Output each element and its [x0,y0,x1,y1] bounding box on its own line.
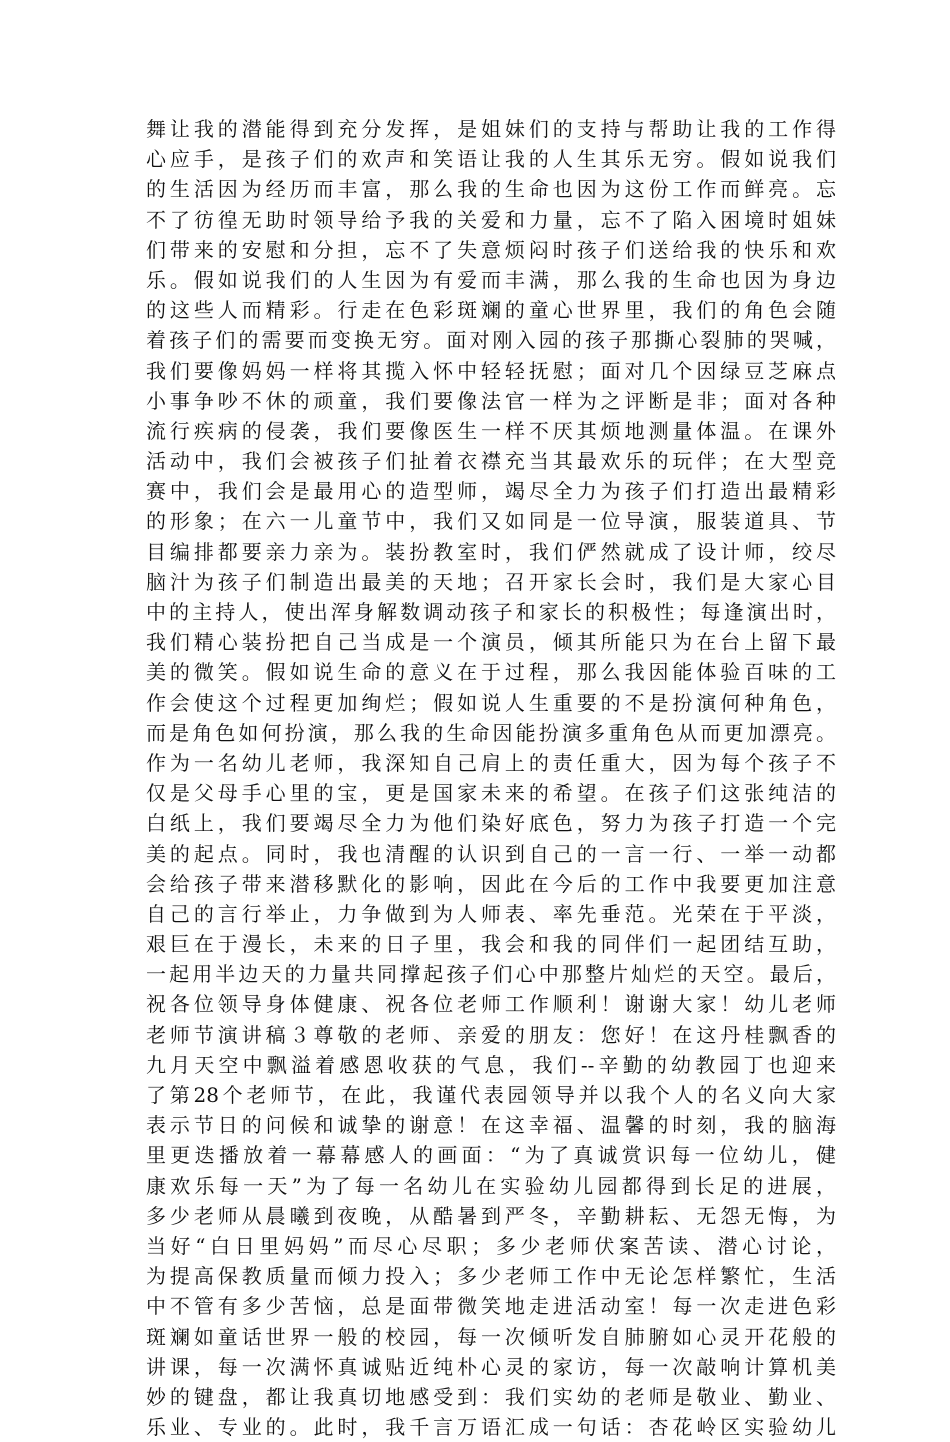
body-text [146,114,836,1442]
text-line: 着孩子们的需要而变换无穷。面对刚入园的孩子那撕心裂肺的哭喊， [146,328,836,353]
text-line: 老师节演讲稿３尊敬的老师、亲爱的朋友：您好！在这丹桂飘香的 [146,1022,836,1047]
text-line: 美的起点。同时，我也清醒的认识到自己的一言一行、一举一动都 [146,841,836,866]
text-line: 流行疾病的侵袭，我们要像医生一样不厌其烦地测量体温。在课外 [146,418,836,443]
text-line: 讲课，每一次满怀真诚贴近纯朴心灵的家访，每一次敲响计算机美 [146,1354,836,1379]
text-line: 活动中，我们会被孩子们扯着衣襟充当其最欢乐的玩伴；在大型竞 [146,449,836,474]
text-line: 中不管有多少苦恼，总是面带微笑地走进活动室！每一次走进色彩 [146,1294,836,1319]
text-line: 我们要像妈妈一样将其揽入怀中轻轻抚慰；面对几个因绿豆芝麻点 [146,358,836,383]
text-line: 们带来的安慰和分担，忘不了失意烦闷时孩子们送给我的快乐和欢 [146,237,836,262]
text-line: 一起用半边天的力量共同撑起孩子们心中那整片灿烂的天空。最后， [146,962,836,987]
text-line: 乐。假如说我们的人生因为有爱而丰满，那么我的生命也因为身边 [146,267,836,292]
text-line: 艰巨在于漫长，未来的日子里，我会和我的同伴们一起团结互助， [146,932,836,957]
text-line: 仅是父母手心里的宝，更是国家未来的希望。在孩子们这张纯洁的 [146,781,836,806]
text-line: 妙的键盘，都让我真切地感受到：我们实幼的老师是敬业、勤业、 [146,1384,836,1409]
text-line: 表示节日的问候和诚挚的谢意！在这幸福、温馨的时刻，我的脑海 [146,1113,836,1138]
text-line: 的生活因为经历而丰富，那么我的生命也因为这份工作而鲜亮。忘 [146,177,836,202]
text-line: 祝各位领导身体健康、祝各位老师工作顺利！谢谢大家！幼儿老师 [146,992,836,1017]
text-line: 美的微笑。假如说生命的意义在于过程，那么我因能体验百味的工 [146,660,836,685]
text-line: 而是角色如何扮演，那么我的生命因能扮演多重角色从而更加漂亮。 [146,720,836,745]
text-line: 小事争吵不休的顽童，我们要像法官一样为之评断是非；面对各种 [146,388,836,413]
text-line: 当好“白日里妈妈”而尽心尽职；多少老师伏案苦读、潜心讨论， [146,1233,836,1258]
text-line: 了第28个老师节，在此，我谨代表园领导并以我个人的名义向大家 [146,1083,836,1107]
text-line: 自己的言行举止，力争做到为人师表、率先垂范。光荣在于平淡， [146,901,836,926]
text-line: 会给孩子带来潜移默化的影响，因此在今后的工作中我要更加注意 [146,871,836,896]
text-line: 九月天空中飘溢着感恩收获的气息，我们--辛勤的幼教园丁也迎来 [146,1052,836,1077]
text-line: 心应手，是孩子们的欢声和笑语让我的人生其乐无穷。假如说我们 [146,147,836,172]
text-line: 的形象；在六一儿童节中，我们又如同是一位导演，服装道具、节 [146,509,836,534]
text-line: 白纸上，我们要竭尽全力为他们染好底色，努力为孩子打造一个完 [146,811,836,836]
text-line: 作为一名幼儿老师，我深知自己肩上的责任重大，因为每个孩子不 [146,750,836,775]
text-line: 的这些人而精彩。行走在色彩斑斓的童心世界里，我们的角色会随 [146,298,836,323]
text-line: 脑汁为孩子们制造出最美的天地；召开家长会时，我们是大家心目 [146,569,836,594]
text-line: 不了彷徨无助时领导给予我的关爱和力量，忘不了陷入困境时姐妹 [146,207,836,232]
text-line: 多少老师从晨曦到夜晚，从酷暑到严冬，辛勤耕耘、无怨无悔，为 [146,1203,836,1228]
text-line: 舞让我的潜能得到充分发挥，是姐妹们的支持与帮助让我的工作得 [146,117,836,141]
text-line: 乐业、专业的。此时，我千言万语汇成一句话：杏花岭区实验幼儿 [146,1415,836,1440]
text-line: 作会使这个过程更加绚烂；假如说人生重要的不是扮演何种角色， [146,690,836,715]
text-line: 斑斓如童话世界一般的校园，每一次倾听发自肺腑如心灵开花般的 [146,1324,836,1349]
text-line: 赛中，我们会是最用心的造型师，竭尽全力为孩子们打造出最精彩 [146,479,836,504]
text-line: 为提高保教质量而倾力投入；多少老师工作中无论怎样繁忙，生活 [146,1264,836,1289]
text-line: 我们精心装扮把自己当成是一个演员，倾其所能只为在台上留下最 [146,630,836,655]
text-line: 里更迭播放着一幕幕感人的画面：“为了真诚赏识每一位幼儿，健 [146,1143,836,1168]
text-line: 康欢乐每一天”为了每一名幼儿在实验幼儿园都得到长足的进展， [146,1173,836,1198]
text-line: 中的主持人，使出浑身解数调动孩子和家长的积极性；每逢演出时， [146,600,836,624]
text-line: 目编排都要亲力亲为。装扮教室时，我们俨然就成了设计师，绞尽 [146,539,836,564]
